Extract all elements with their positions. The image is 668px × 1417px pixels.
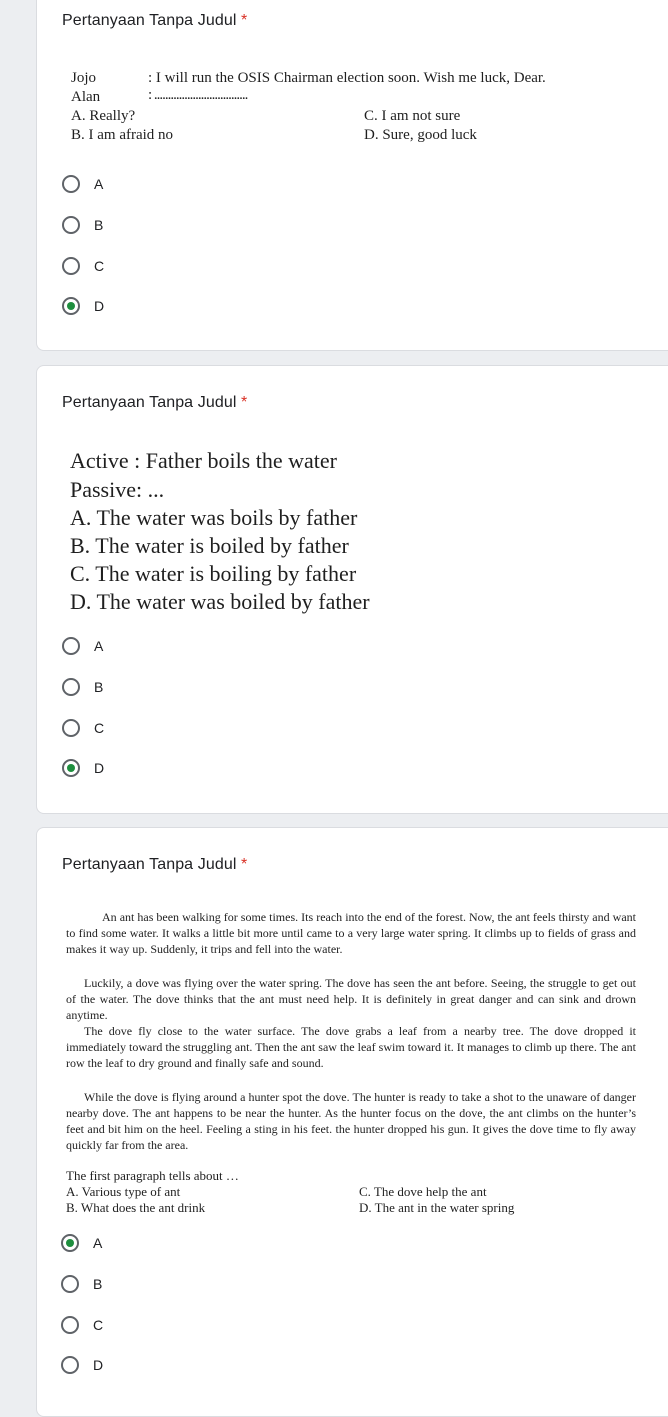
option-b[interactable] xyxy=(62,213,103,237)
radio-b[interactable] xyxy=(61,1275,79,1293)
option-c[interactable] xyxy=(62,254,104,278)
option-d[interactable] xyxy=(62,756,104,780)
option-label: B xyxy=(94,679,104,695)
choice-a-text: A. Various type of ant xyxy=(66,1184,181,1199)
dialog-jojo-name: Jojo xyxy=(71,70,97,86)
question-title: Pertanyaan Tanpa Judul * xyxy=(62,394,248,411)
radio-a-selected[interactable] xyxy=(61,1234,79,1252)
option-label: C xyxy=(94,720,105,736)
option-label: A xyxy=(93,1235,103,1251)
radio-d[interactable] xyxy=(61,1356,79,1374)
option-label: A xyxy=(94,638,104,654)
option-b[interactable] xyxy=(61,1272,102,1296)
option-b[interactable] xyxy=(62,675,103,699)
passage-paragraph-3: The dove fly close to the water surface. The dove grabs a leaf from a nearby tree. The dove dropped it immediately toward the struggling ant. Then the ant saw the leaf swim toward it. It manages to climb up there. The ant row the leaf to dry ground and finally safe and sound. xyxy=(66,1024,636,1070)
required-mark: * xyxy=(241,12,248,29)
choice-b-text: B. I am afraid no xyxy=(71,127,174,143)
choice-b-text: B. What does the ant drink xyxy=(66,1200,206,1215)
radio-b[interactable] xyxy=(62,678,80,696)
sentence-active: Active : Father boils the water xyxy=(70,448,337,473)
radio-c[interactable] xyxy=(62,257,80,275)
option-label: C xyxy=(94,258,105,274)
option-label: A xyxy=(94,176,104,192)
option-label: D xyxy=(94,298,105,314)
option-c[interactable] xyxy=(61,1313,103,1337)
radio-d-selected[interactable] xyxy=(62,297,80,315)
radio-b[interactable] xyxy=(62,216,80,234)
question-title: Pertanyaan Tanpa Judul * xyxy=(62,12,248,29)
choice-a-text: A. Really? xyxy=(71,108,136,124)
choice-d-text: D. Sure, good luck xyxy=(364,127,477,143)
passage-paragraph-4: While the dove is flying around a hunter spot the dove. The hunter is ready to take a shot to the unaware of danger nearby dove. The ant happens to be near the hunter. As the hunter focus on the dove, the ant climbs on the hunter’s feet and bit him on the heel. Feeling a sting in his feet. the hunter dropped his gun. It gives the dove time to fly away quickly far from the area. xyxy=(66,1090,636,1152)
radio-d-selected[interactable] xyxy=(62,759,80,777)
choice-c-text: C. The water is boiling by father xyxy=(70,561,357,586)
option-c[interactable] xyxy=(62,716,104,740)
question-card-1 xyxy=(36,0,668,351)
choice-a-text: A. The water was boils by father xyxy=(70,505,358,530)
choice-d-text: D. The ant in the water spring xyxy=(359,1200,515,1215)
choice-c-text: C. I am not sure xyxy=(364,108,461,124)
choice-b-text: B. The water is boiled by father xyxy=(70,533,349,558)
dialog-alan-line: : .................................. xyxy=(148,87,248,103)
option-a[interactable] xyxy=(62,634,103,658)
option-a[interactable] xyxy=(62,172,103,196)
option-d[interactable] xyxy=(61,1353,103,1377)
radio-c[interactable] xyxy=(62,719,80,737)
question-title: Pertanyaan Tanpa Judul * xyxy=(62,856,248,873)
required-mark: * xyxy=(241,856,248,873)
passage-paragraph-2: Luckily, a dove was flying over the water spring. The dove has seen the ant before. Seeing, the struggle to get out of the water. The dove thinks that the ant must need help. It is definitely in great danger and can sink and drown anytime. xyxy=(66,976,636,1022)
choice-d-text: D. The water was boiled by father xyxy=(70,589,370,614)
option-label: B xyxy=(93,1276,103,1292)
passage-paragraph-1: An ant has been walking for some times. Its reach into the end of the forest. Now, the ant feels thirsty and want to find some water. It walks a little bit more until came to a very large water spring. It climbs up to fields of grass and makes it way up. Suddenly, it trips and fell into the water. xyxy=(66,910,636,956)
dialog-jojo-line: : I will run the OSIS Chairman election soon. Wish me luck, Dear. xyxy=(148,70,546,86)
question-line: The first paragraph tells about … xyxy=(66,1168,239,1183)
option-label: D xyxy=(93,1357,104,1373)
option-label: B xyxy=(94,217,104,233)
radio-c[interactable] xyxy=(61,1316,79,1334)
option-label: C xyxy=(93,1317,104,1333)
question-card-2 xyxy=(36,365,668,814)
option-label: D xyxy=(94,760,105,776)
radio-a[interactable] xyxy=(62,175,80,193)
sentence-passive: Passive: ... xyxy=(70,477,165,502)
option-a[interactable] xyxy=(61,1231,102,1255)
option-d[interactable] xyxy=(62,294,104,318)
reading-passage xyxy=(66,909,636,1153)
choice-c-text: C. The dove help the ant xyxy=(359,1184,487,1199)
radio-a[interactable] xyxy=(62,637,80,655)
dialog-alan-name: Alan xyxy=(71,89,101,105)
required-mark: * xyxy=(241,394,248,411)
